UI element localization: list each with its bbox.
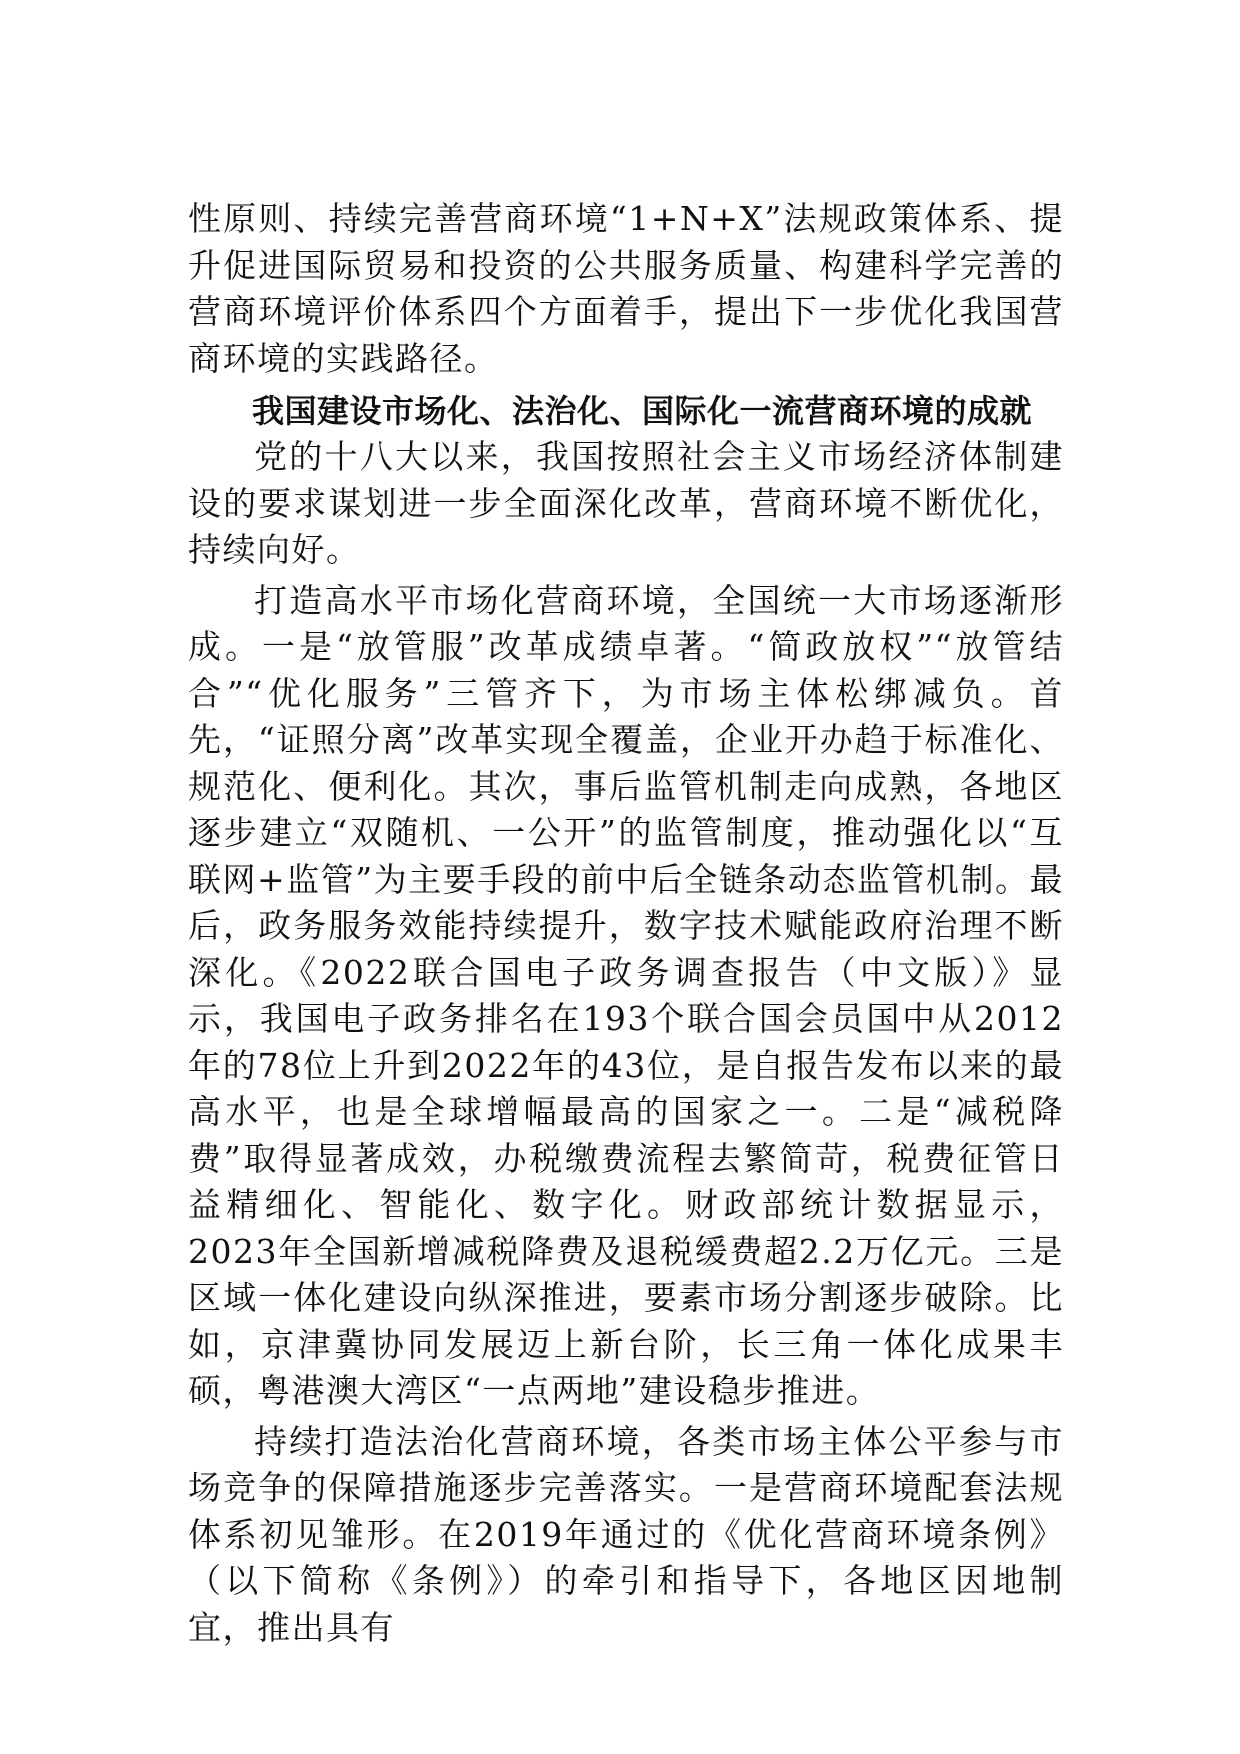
intro-paragraph: 性原则、持续完善营商环境“1+N+X”法规政策体系、提升促进国际贸易和投资的公共服务质量、构建科学完善的营商环境评价体系四个方面着手，提出下一步优化我国营商环境的实践路径。 [188,199,1064,378]
body-paragraph-2: 打造高水平市场化营商环境，全国统一大市场逐渐形成。一是“放管服”改革成绩卓著。“简政放权”“放管结合”“优化服务”三管齐下，为市场主体松绑减负。首先，“证照分离”改革实现全覆盖，企业开办趋于标准化、规范化、便利化。其次，事后监管机制走向成熟，各地区逐步建立“双随机、一公开”的监管制度，推动强化以“互联网+监管”为主要手段的前中后全链条动态监管机制。最后，政务服务效能持续提升，数字技术赋能政府治理不断深化。《2022联合国电子政务调查报告（中文版）》显示，我国电子政务排名在193个联合国会员国中从2012年的78位上升到2022年的43位，是自报告发布以来的最高水平，也是全球增幅最高的国家之一。二是“减税降费”取得显著成效，办税缴费流程去繁简苛，税费征管日益精细化、智能化、数字化。财政部统计数据显示，2023年全国新增减税降费及退税缓费超2.2万亿元。三是区域一体化建设向纵深推进，要素市场分割逐步破除。比如，京津冀协同发展迈上新台阶，长三角一体化成果丰硕，粤港澳大湾区“一点两地”建设稳步推进。 [188,580,1064,1410]
body-paragraph-3: 持续打造法治化营商环境，各类市场主体公平参与市场竞争的保障措施逐步完善落实。一是营商环境配套法规体系初见雏形。在2019年通过的《优化营商环境条例》（以下简称《条例》）的牵引和指导下，各地区因地制宜，推出具有 [188,1421,1064,1647]
section-heading: 我国建设市场化、法治化、国际化一流营商环境的成就 [252,392,1033,430]
document-body [188,196,1064,1651]
body-paragraph-1: 党的十八大以来，我国按照社会主义市场经济体制建设的要求谋划进一步全面深化改革，营商环境不断优化，持续向好。 [188,437,1064,569]
